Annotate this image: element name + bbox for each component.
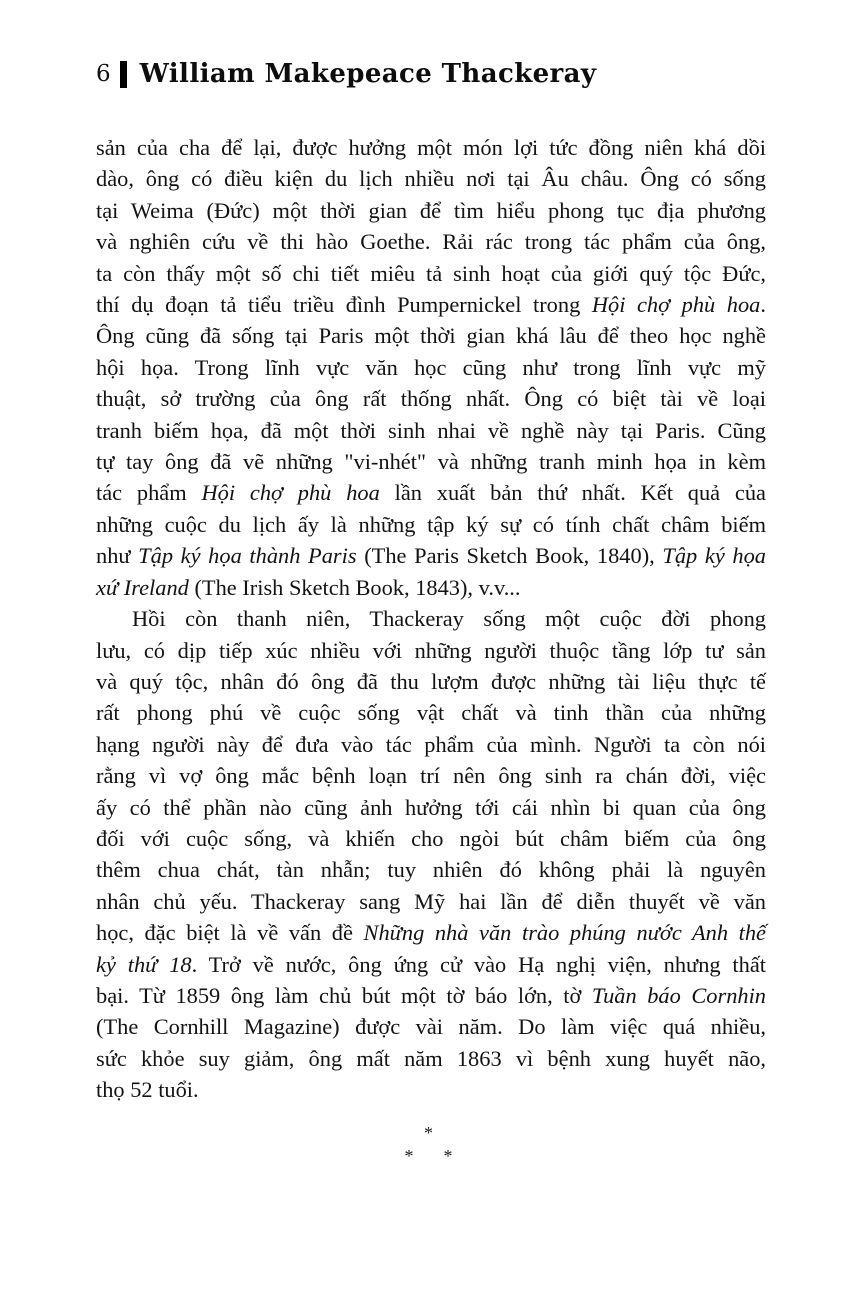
- text-run: hạng người này để đưa vào tác phẩm của mình. Người ta còn nói: [96, 731, 766, 757]
- text-line: [96, 823, 766, 854]
- text-line: [96, 1043, 766, 1074]
- text-line: [96, 697, 766, 728]
- text-run: tại Weima (Đức) một thời gian để tìm hiểu phong tục địa phương: [96, 197, 766, 223]
- text-line: [96, 320, 766, 351]
- text-run: học, đặc biệt là về vấn đề: [96, 920, 364, 946]
- asterisk-top: *: [424, 1123, 433, 1143]
- italic-text-run: Tập ký họa thành Paris: [138, 543, 357, 569]
- text-line: [96, 258, 766, 289]
- text-run: (The Cornhill Magazine) được vài năm. Do làm việc quá nhiều,: [96, 1014, 766, 1040]
- page-header: [96, 58, 596, 90]
- text-run: đối với cuộc sống, và khiến cho ngòi bút châm biếm của ông: [96, 825, 766, 851]
- text-run: nhân chủ yếu. Thackeray sang Mỹ hai lần để diễn thuyết về văn: [96, 888, 766, 914]
- text-line: [96, 980, 766, 1011]
- text-run: (The Paris Sketch Book, 1840),: [356, 543, 663, 569]
- asterisk-bottom-row: [0, 1145, 857, 1168]
- text-line: [96, 383, 766, 414]
- text-run: . Trở về nước, ông ứng cử vào Hạ nghị viện, nhưng thất: [191, 951, 766, 977]
- italic-text-run: Hội chợ phù hoa: [201, 480, 380, 506]
- text-run: tự tay ông đã vẽ những "vi-nhét" và những tranh minh họa in kèm: [96, 449, 766, 475]
- text-line: [96, 666, 766, 697]
- text-line: [96, 446, 766, 477]
- text-line: [96, 886, 766, 917]
- italic-text-run: Tuần báo Cornhin: [591, 982, 766, 1008]
- page-number: 6: [96, 61, 111, 87]
- text-run: bại. Từ 1859 ông làm chủ bút một tờ báo lớn, tờ: [96, 982, 592, 1008]
- text-run: (The Irish Sketch Book, 1843), v.v...: [188, 574, 521, 600]
- text-line: [96, 163, 766, 194]
- text-line: [96, 949, 766, 980]
- text-run: .: [760, 292, 766, 318]
- text-run: những cuộc du lịch ấy là những tập ký sự có tính chất châm biếm: [96, 511, 766, 537]
- text-run: rất phong phú về cuộc sống vật chất và tinh thần của những: [96, 700, 766, 726]
- text-run: Hồi còn thanh niên, Thackeray sống một cuộc đời phong: [132, 606, 766, 632]
- italic-text-run: Hội chợ phù hoa: [591, 292, 761, 318]
- text-line: [96, 1074, 766, 1105]
- text-run: tác phẩm: [96, 480, 202, 506]
- text-line: [96, 226, 766, 257]
- text-run: sản của cha để lại, được hưởng một món lợi tức đồng niên khá dồi: [96, 135, 766, 160]
- text-run: tranh biếm họa, đã một thời sinh nhai về nghề này tại Paris. Cũng: [96, 417, 766, 443]
- text-run: và quý tộc, nhân đó ông đã thu lượm được những tài liệu thực tế: [96, 668, 766, 694]
- text-line: [96, 635, 766, 666]
- italic-text-run: xứ Ireland: [96, 574, 189, 600]
- text-run: rằng vì vợ ông mắc bệnh loạn trí nên ông sinh ra chán đời, việc: [96, 763, 766, 789]
- text-run: lần xuất bản thứ nhất. Kết quả của: [379, 480, 766, 506]
- header-separator-bar: [120, 61, 127, 88]
- body-text: [96, 132, 766, 1106]
- section-divider: [0, 1122, 857, 1168]
- asterisk-bottom-left: *: [404, 1146, 414, 1166]
- italic-text-run: Tập ký họa: [662, 543, 766, 569]
- text-run: thọ 52 tuổi.: [96, 1077, 199, 1103]
- text-run: lưu, có dịp tiếp xúc nhiều với những người thuộc tầng lớp tư sản: [96, 637, 766, 663]
- text-line: [96, 572, 766, 603]
- text-line: [96, 792, 766, 823]
- text-line: [96, 415, 766, 446]
- text-line: [96, 1011, 766, 1042]
- text-run: thuật, sở trường của ông rất thống nhất. Ông có biệt tài về loại: [96, 386, 766, 412]
- text-line: [96, 854, 766, 885]
- text-line: [96, 917, 766, 948]
- paragraph: [96, 603, 766, 1106]
- text-line: [96, 603, 766, 634]
- text-line: [96, 540, 766, 571]
- italic-text-run: Những nhà văn trào phúng nước Anh thế: [363, 920, 766, 946]
- text-line: [96, 477, 766, 508]
- text-line: [96, 352, 766, 383]
- text-run: ta còn thấy một số chi tiết miêu tả sinh hoạt của giới quý tộc Đức,: [96, 260, 766, 286]
- text-run: hội họa. Trong lĩnh vực văn học cũng như trong lĩnh vực mỹ: [96, 354, 766, 380]
- text-line: [96, 195, 766, 226]
- running-header-title: William Makepeace Thackeray: [139, 59, 597, 89]
- text-run: thêm chua chát, tàn nhẫn; tuy nhiên đó không phải là nguyên: [96, 857, 766, 883]
- text-line: [96, 509, 766, 540]
- text-line: [96, 729, 766, 760]
- text-run: Ông cũng đã sống tại Paris một thời gian khá lâu để theo học nghề: [96, 323, 766, 349]
- text-line: [96, 760, 766, 791]
- paragraph: [96, 132, 766, 603]
- text-run: và nghiên cứu về thi hào Goethe. Rải rác trong tác phẩm của ông,: [96, 229, 766, 255]
- italic-text-run: kỷ thứ 18: [96, 951, 192, 977]
- text-run: dào, ông có điều kiện du lịch nhiều nơi tại Âu châu. Ông có sống: [96, 166, 766, 192]
- text-line: [96, 132, 766, 163]
- text-run: như: [96, 543, 139, 569]
- text-run: sức khỏe suy giảm, ông mất năm 1863 vì bệnh xung huyết não,: [96, 1045, 766, 1071]
- text-line: [96, 289, 766, 320]
- text-run: ấy có thể phần nào cũng ảnh hưởng tới cái nhìn bi quan của ông: [96, 794, 766, 820]
- text-run: thí dụ đoạn tả tiểu triều đình Pumpernickel trong: [96, 292, 592, 318]
- asterisk-bottom-right: *: [443, 1146, 453, 1166]
